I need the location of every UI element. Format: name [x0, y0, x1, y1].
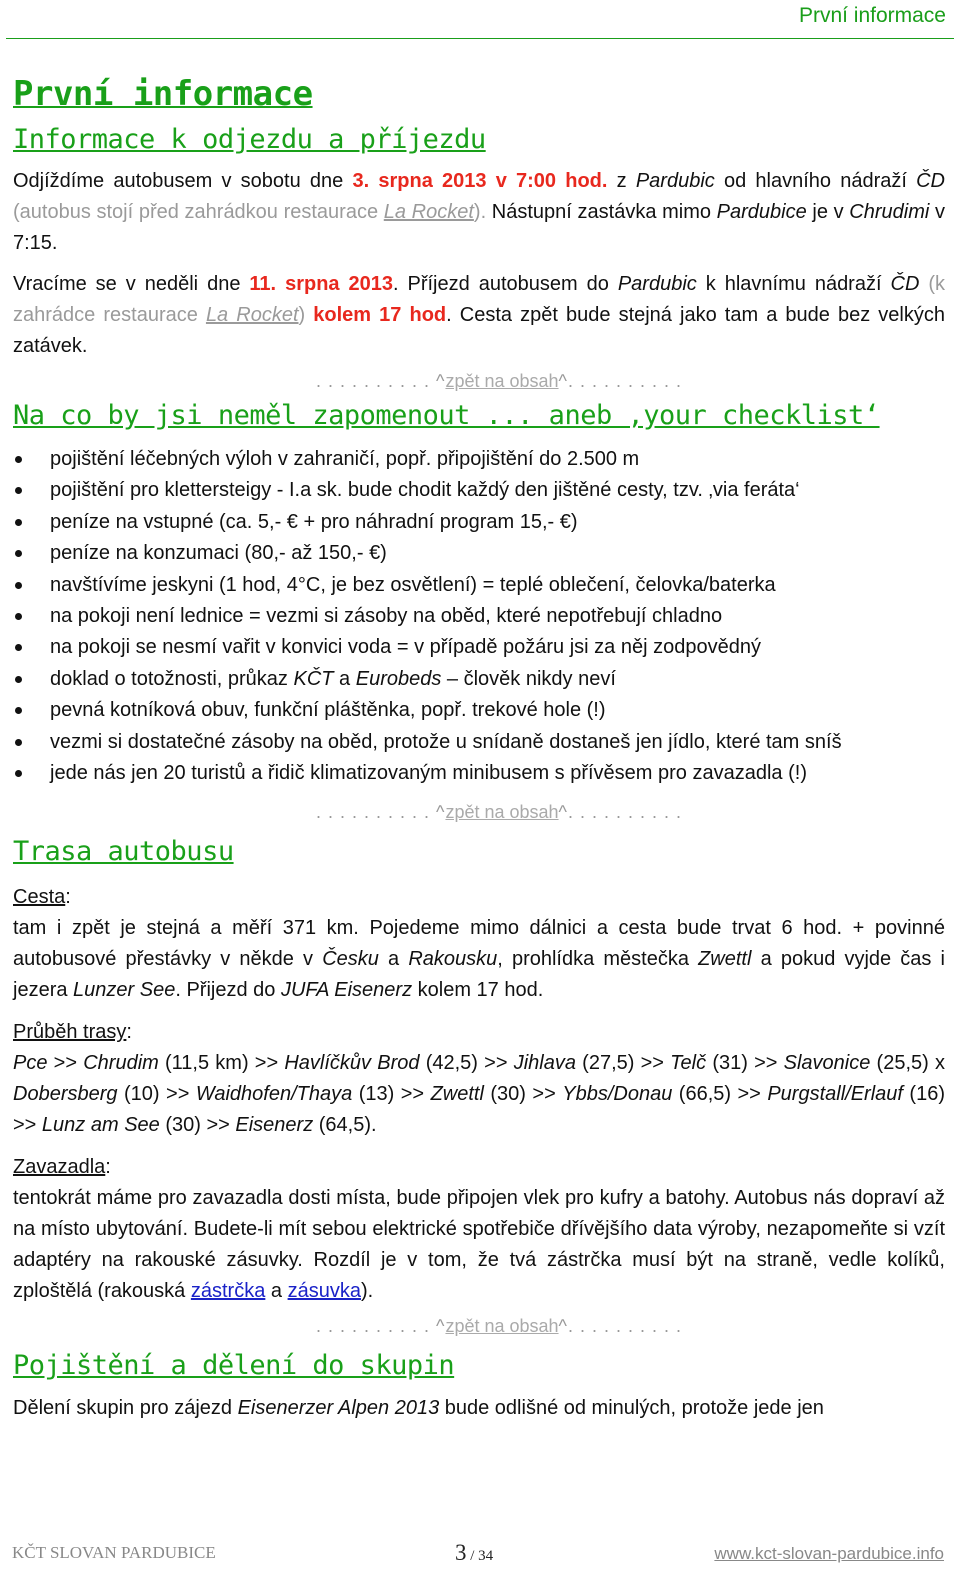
zastrcka-link[interactable]: zástrčka	[190, 1280, 266, 1303]
list-item: pojištění léčebných výloh v zahraničí, popř. připojištění do 2.500 m	[13, 444, 945, 475]
list-item: jede nás jen 20 turistů a řidič klimatizovaným minibusem s přívěsem pro zavazadla (!)	[13, 758, 945, 789]
heading-route: Trasa autobusu	[13, 836, 234, 868]
list-item: peníze na vstupné (ca. 5,- € + pro náhradní program 15,- €)	[13, 507, 945, 538]
back-to-contents: . . . . . . . . . . ^zpět na obsah^. . . . . . . . . .	[315, 1316, 683, 1337]
cesta-paragraph: tam i zpět je stejná a měří 371 km. Pojedeme mimo dálnici a cesta bude trvat 6 hod. + povinné autobusové přestávky v někde v Česku a Rakousku, prohlídka městečka Zwettl a pokud vyjde čas i jezera Lunzer See. Přijezd do JUFA Eisenerz kolem 17 hod.	[13, 917, 946, 1002]
la-rocket-link[interactable]: La Rocket	[205, 304, 299, 326]
heading-checklist: Na co by jsi neměl zapomenout ... aneb ‚your checklist‘	[13, 400, 880, 431]
departure-paragraph: Odjíždíme autobusem v sobotu dne 3. srpna 2013 v 7:00 hod. z Pardubic od hlavního nádraží ČD (autobus stojí před zahrádkou restaurace La Rocket). Nástupní zastávka mimo Pardubice je v Chrudimi v 7:15.	[13, 170, 945, 254]
heading-insurance: Pojištění a dělení do skupin	[13, 1350, 455, 1382]
prubeh-label: Průběh trasy:	[13, 1021, 132, 1044]
back-to-contents: . . . . . . . . . . ^zpět na obsah^. . . . . . . . . .	[315, 802, 683, 823]
list-item: vezmi si dostatečné zásoby na oběd, protože u snídaně dostaneš jen jídlo, které tam sníš	[13, 727, 945, 758]
back-to-contents-link[interactable]: zpět na obsah	[445, 802, 559, 823]
back-to-contents-link[interactable]: zpět na obsah	[445, 371, 559, 391]
header-rule	[6, 38, 954, 39]
heading-departure: Informace k odjezdu a příjezdu	[13, 124, 486, 155]
page-footer	[12, 1540, 944, 1567]
prubeh-paragraph: Pce >> Chrudim (11,5 km) >> Havlíčkův Brod (42,5) >> Jihlava (27,5) >> Telč (31) >> Slavonice (25,5) x Dobersberg (10) >> Waidhofen/Thaya (13) >> Zwettl (30) >> Ybbs/Donau (66,5) >> Purgstall/Erlauf (16) >> Lunz am See (30) >> Eisenerz (64,5).	[13, 1052, 945, 1137]
zavazadla-paragraph: tentokrát máme pro zavazadla dosti místa, bude připojen vlek pro kufry a batohy. Autobus nás dopraví až na místo ubytování. Budete-li mít sebou elektrické spotřebiče dřívějšího data výroby, nezapomeňte si vzít adaptéry na rakouské zásuvky. Rozdíl je v tom, že tvá zástrčka musí být na straně, vedle kolíků, zploštělá (rakouská zástrčka a zásuvka).	[13, 1187, 945, 1303]
zavazadla-label: Zavazadla:	[13, 1156, 111, 1179]
page-title: První informace	[13, 74, 313, 114]
footer-url-link[interactable]: www.kct-slovan-pardubice.info	[714, 1544, 944, 1563]
footer-org: KČT SLOVAN PARDUBICE	[12, 1543, 216, 1562]
list-item: na pokoji se nesmí vařit v konvici voda = v případě požáru jsi za něj zodpovědný	[13, 632, 945, 663]
page-number: 3 / 34	[455, 1540, 494, 1565]
running-header: První informace	[798, 4, 946, 27]
la-rocket-link[interactable]: La Rocket	[383, 201, 474, 223]
content	[13, 74, 945, 1424]
zasuvka-link[interactable]: zásuvka	[287, 1280, 361, 1303]
list-item: pojištění pro klettersteigy - I.a sk. bude chodit každý den jištěné cesty, tzv. ‚via feráta‘	[13, 475, 945, 506]
list-item: doklad o totožnosti, průkaz KČT a Eurobeds – člověk nikdy neví	[13, 664, 945, 695]
back-to-contents-link[interactable]: zpět na obsah	[445, 1316, 559, 1337]
list-item: pevná kotníková obuv, funkční pláštěnka, popř. trekové hole (!)	[13, 695, 945, 726]
list-item: na pokoji není lednice = vezmi si zásoby na oběd, které nepotřebují chladno	[13, 601, 945, 632]
checklist	[13, 444, 945, 789]
back-to-contents: . . . . . . . . . . ^zpět na obsah^. . . . . . . . . .	[315, 371, 683, 391]
insurance-paragraph: Dělení skupin pro zájezd Eisenerzer Alpen 2013 bude odlišné od minulých, protože jede jen	[13, 1397, 824, 1420]
list-item: navštívíme jeskyni (1 hod, 4°C, je bez osvětlení) = teplé oblečení, čelovka/baterka	[13, 570, 945, 601]
list-item: peníze na konzumaci (80,- až 150,- €)	[13, 538, 945, 569]
return-paragraph: Vracíme se v neděli dne 11. srpna 2013. Příjezd autobusem do Pardubic k hlavnímu nádraží ČD (k zahrádce restaurace La Rocket) kolem 17 hod. Cesta zpět bude stejná jako tam a bude bez velkých zatávek.	[13, 273, 946, 357]
cesta-label: Cesta:	[13, 886, 71, 909]
